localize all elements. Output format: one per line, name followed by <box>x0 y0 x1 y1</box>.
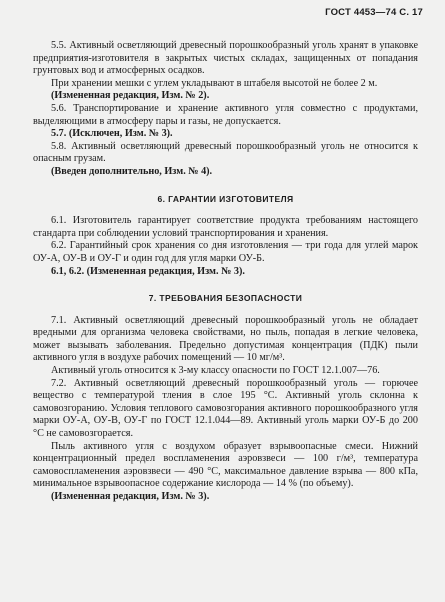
amendment-note: (Введен дополнительно, Изм. № 4). <box>51 165 213 177</box>
page-header: ГОСТ 4453—74 С. 17 <box>325 7 423 18</box>
section-7-title: 7. ТРЕБОВАНИЯ БЕЗОПАСНОСТИ <box>148 293 303 304</box>
paragraph-explosive-mixtures: Пыль активного угля с воздухом образует взрывоопасные смеси. Нижний концентрационный предел воспламенения аэровзвеси — 100 г/м³, температура самовоспламенения аэровзвеси — 490 °С, максимальное давление взрыва — 800 кПа, минимальное взрывоопасное содержание кислорода — 14 % (по объему). <box>33 440 418 490</box>
section-6-title: 6. ГАРАНТИИ ИЗГОТОВИТЕЛЯ <box>157 193 294 204</box>
paragraph-5-5: 5.5. Активный осветляющий древесный порошкообразный уголь хранят в упаковке предприятия-изготовителя в закрытых чистых складах, защищенных от попадания грунтовых вод и атмосферных осадков. <box>33 40 418 77</box>
paragraph-hazard-class: Активный уголь относится к 3-му классу опасности по ГОСТ 12.1.007—76. <box>51 365 380 377</box>
amendment-note: 6.1, 6.2. (Измененная редакция, Изм. № 3). <box>51 265 245 277</box>
paragraph-6-1: 6.1. Изготовитель гарантирует соответствие продукта требованиям настоящего стандарта при соблюдении условий транспортирования и хранения. <box>33 215 418 239</box>
paragraph-5-6: 5.6. Транспортирование и хранение активного угля совместно с продуктами, выделяющими в атмосферу пары и газы, не допускается. <box>33 102 418 127</box>
page-content <box>33 40 418 504</box>
paragraph-7-1: 7.1. Активный осветляющий древесный порошкообразный уголь не обладает вредными для организма человека свойствами, но пыль, попадая в легкие человека, может вызывать заболевания. Предельно допустимая концентрация (ПДК) пыли активного угля в воздухе рабочих помещений — 10 мг/м³. <box>33 314 418 364</box>
paragraph-6-2: 6.2. Гарантийный срок хранения со дня изготовления — три года для углей марок ОУ-А, ОУ-В и ОУ-Г и один год для угля марки ОУ-Б. <box>33 240 418 264</box>
paragraph-7-2: 7.2. Активный осветляющий древесный порошкообразный уголь — горючее вещество с температурой тления в слое 195 °С. Активный уголь склонна к самовозгоранию. Условия теплового самовозгорания активного порошкообразного угля марки ОУ-А, ОУ-В, ОУ-Г по ГОСТ 12.1.044—89. Активный уголь марки ОУ-Б до 200 °С не самовозгорается. <box>33 377 418 440</box>
amendment-note: (Измененная редакция, Изм. № 2). <box>51 90 210 102</box>
paragraph-5-7: 5.7. (Исключен, Изм. № 3). <box>51 128 173 140</box>
amendment-note: (Измененная редакция, Изм. № 3). <box>51 491 210 502</box>
paragraph-storage-height: При хранении мешки с углем укладывают в штабеля высотой не более 2 м. <box>51 77 378 89</box>
paragraph-5-8: 5.8. Активный осветляющий древесный порошкообразный уголь не относится к опасным грузам. <box>33 140 418 165</box>
